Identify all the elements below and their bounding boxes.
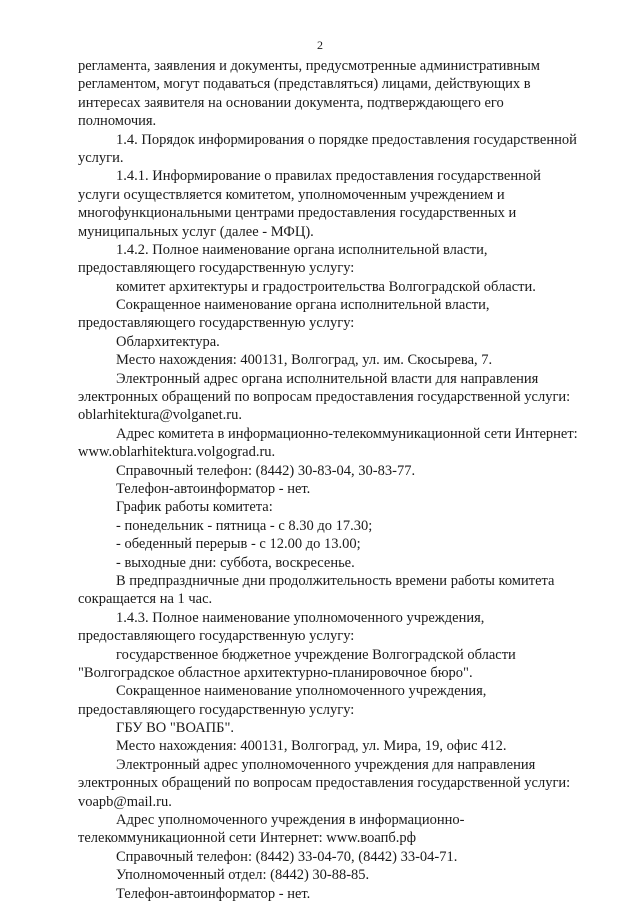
text-line: 1.4. Порядок информирования о порядке предоставления государственной <box>116 131 577 148</box>
text-line: муниципальных услуг (далее - МФЦ). <box>78 223 314 240</box>
text-line: Облархитектура. <box>116 333 220 350</box>
text-line: Телефон-автоинформатор - нет. <box>116 885 311 902</box>
text-line: интересах заявителя на основании документа, подтверждающего его <box>78 94 504 111</box>
text-line: комитет архитектуры и градостроительства Волгоградской области. <box>116 278 536 295</box>
text-line: полномочия. <box>78 113 157 130</box>
text-line: предоставляющего государственную услугу: <box>78 628 355 645</box>
text-line: услуги осуществляется комитетом, уполномоченным учреждением и <box>78 186 505 203</box>
text-line: Место нахождения: 400131, Волгоград, ул. Мира, 19, офис 412. <box>116 738 507 755</box>
text-line: предоставляющего государственную услугу: <box>78 315 355 332</box>
text-line: Электронный адрес уполномоченного учреждения для направления <box>116 756 536 773</box>
text-line: регламентом, могут подаваться (представляться) лицами, действующих в <box>78 76 531 93</box>
text-line: государственное бюджетное учреждение Волгоградской области <box>116 646 516 663</box>
text-line: электронных обращений по вопросам предоставления государственной услуги: <box>78 775 571 792</box>
text-line: сокращается на 1 час. <box>78 591 213 608</box>
text-line: услуги. <box>78 149 124 166</box>
text-line: oblarhitektura@volganet.ru. <box>78 407 242 424</box>
text-line: 1.4.3. Полное наименование уполномоченного учреждения, <box>116 609 485 626</box>
text-line: Место нахождения: 400131, Волгоград, ул. им. Скосырева, 7. <box>116 352 493 369</box>
page-number: 2 <box>317 38 323 52</box>
text-line: телекоммуникационной сети Интернет: www.воапб.рф <box>78 830 416 847</box>
text-line: электронных обращений по вопросам предоставления государственной услуги: <box>78 389 571 406</box>
text-line: - выходные дни: суббота, воскресенье. <box>116 554 355 571</box>
text-line: Сокращенное наименование органа исполнительной власти, <box>116 297 490 314</box>
text-line: Сокращенное наименование уполномоченного учреждения, <box>116 683 487 700</box>
text-line: 1.4.1. Информирование о правилах предоставления государственной <box>116 168 541 185</box>
text-line: Адрес комитета в информационно-телекоммуникационной сети Интернет: <box>116 425 578 442</box>
text-line: voapb@mail.ru. <box>78 793 172 810</box>
text-line: предоставляющего государственную услугу: <box>78 701 355 718</box>
text-line: Уполномоченный отдел: (8442) 30-88-85. <box>116 867 370 884</box>
text-line: Электронный адрес органа исполнительной власти для направления <box>116 370 539 387</box>
text-line: "Волгоградское областное архитектурно-планировочное бюро". <box>78 664 473 681</box>
text-line: Справочный телефон: (8442) 30-83-04, 30-83-77. <box>116 462 416 479</box>
text-line: График работы комитета: <box>116 499 273 516</box>
text-line: Адрес уполномоченного учреждения в информационно- <box>116 812 465 829</box>
text-line: многофункциональными центрами предоставления государственных и <box>78 205 517 222</box>
document-body <box>78 57 598 903</box>
text-line: регламента, заявления и документы, предусмотренные административным <box>78 58 540 74</box>
text-line: - понедельник - пятница - с 8.30 до 17.30; <box>116 517 373 534</box>
text-line: В предпраздничные дни продолжительность времени работы комитета <box>116 572 555 589</box>
text-line: 1.4.2. Полное наименование органа исполнительной власти, <box>116 241 488 258</box>
text-line: предоставляющего государственную услугу: <box>78 260 355 277</box>
text-line: ГБУ ВО "ВОАПБ". <box>116 720 235 737</box>
text-line: - обеденный перерыв - с 12.00 до 13.00; <box>116 536 361 553</box>
text-line: www.oblarhitektura.volgograd.ru. <box>78 444 276 461</box>
text-line: Телефон-автоинформатор - нет. <box>116 480 311 497</box>
text-line: Справочный телефон: (8442) 33-04-70, (8442) 33-04-71. <box>116 848 458 865</box>
